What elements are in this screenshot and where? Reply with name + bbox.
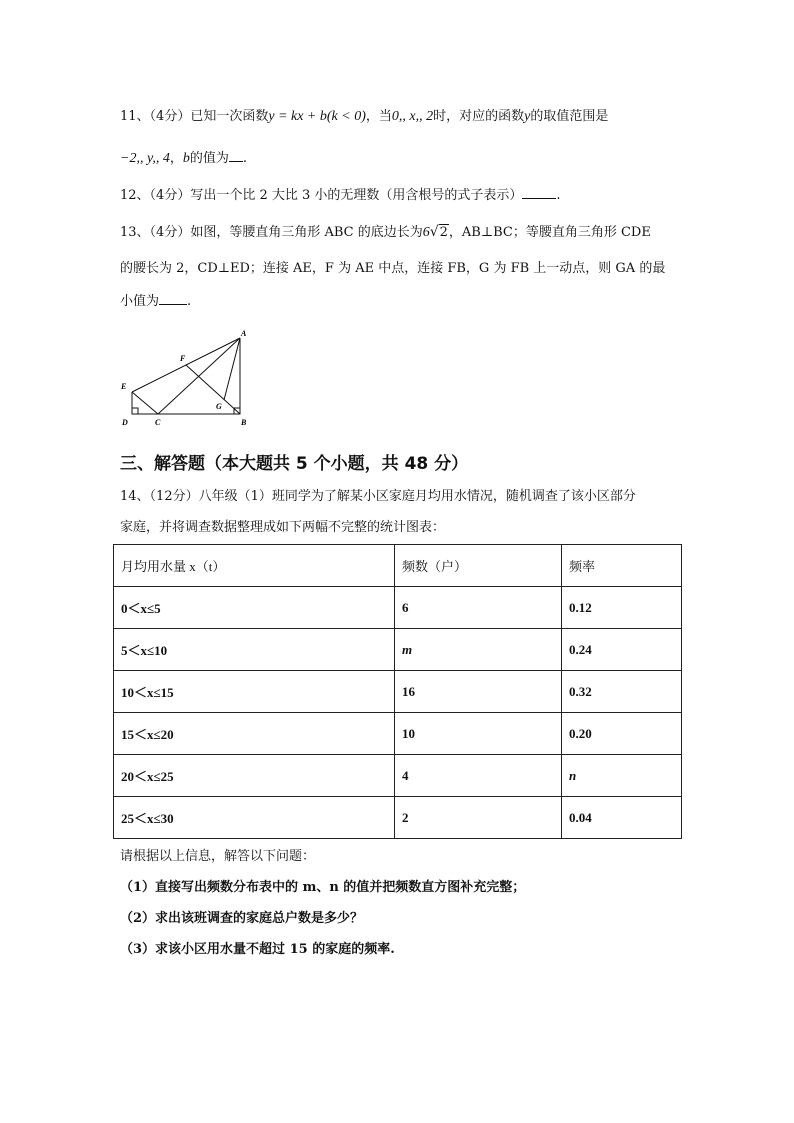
q11-mid: ，当 xyxy=(365,109,392,124)
q11-answer-blank[interactable] xyxy=(229,149,243,162)
table-row xyxy=(114,587,682,629)
cell-range: 20＜x≤25 xyxy=(114,755,395,797)
cell-rate: 0.04 xyxy=(562,797,682,839)
q14-subquestion-2: （2）求出该班调查的家庭总户数是多少？ xyxy=(120,911,364,926)
q13-sqrt-symbol: √ xyxy=(429,224,439,240)
cell-count: 4 xyxy=(395,755,562,797)
q13-line1 xyxy=(120,223,651,242)
q14-intro: 请根据以上信息，解答以下问题： xyxy=(120,849,316,864)
right-angle-d xyxy=(132,408,138,414)
cell-count: 6 xyxy=(395,587,562,629)
cell-count: 2 xyxy=(395,797,562,839)
q11-prefix: 11、（4分）已知一次函数 xyxy=(120,109,269,124)
q12-text: 12、（4分）写出一个比 2 大比 3 小的无理数（用含根号的式子表示） xyxy=(120,188,523,203)
label-f: F xyxy=(180,354,186,363)
table-row xyxy=(114,713,682,755)
table-row xyxy=(114,629,682,671)
q11-range: −2,, y,, 4 xyxy=(120,151,170,166)
segment-ec xyxy=(132,392,158,414)
q12-period: . xyxy=(556,188,561,203)
q11-b-variable: b xyxy=(182,151,190,166)
q11-suffix: 的取值范围是 xyxy=(530,109,609,124)
table-row xyxy=(114,797,682,839)
q13-line3-text: 小值为 xyxy=(120,294,160,309)
q14-line1: 14、（12分）八年级（1）班同学为了解某小区家庭月均用水情况，随机调查了该小区部分 xyxy=(120,489,636,504)
cell-rate: 0.12 xyxy=(562,587,682,629)
cell-range: 5＜x≤10 xyxy=(114,629,395,671)
table-row xyxy=(114,755,682,797)
q13-line2: 的腰长为 2，CD⊥ED；连接 AE，F 为 AE 中点，连接 FB，G 为 FB 上一动点，则 GA 的最 xyxy=(120,261,666,276)
cell-rate: 0.20 xyxy=(562,713,682,755)
label-b: B xyxy=(241,418,247,427)
cell-range: 15＜x≤20 xyxy=(114,713,395,755)
table-header-row xyxy=(114,545,682,587)
cell-range: 10＜x≤15 xyxy=(114,671,395,713)
q13-coefficient: 6 xyxy=(422,225,430,240)
cell-rate: 0.32 xyxy=(562,671,682,713)
header-frequency-count: 频数（户） xyxy=(395,545,562,587)
q13-answer-blank[interactable] xyxy=(159,292,187,305)
label-a: A xyxy=(241,330,247,338)
cell-count: m xyxy=(395,629,562,671)
frequency-table xyxy=(113,544,682,839)
q11-mid2: 时，对应的函数 xyxy=(433,109,525,124)
q11-period: . xyxy=(242,151,248,166)
q13-radicand: 2 xyxy=(439,225,448,240)
q11-condition: 0,, x,, 2 xyxy=(391,109,434,124)
section-3-heading: 三、解答题（本大题共 5 个小题，共 48 分） xyxy=(120,454,469,474)
q14-line2: 家庭，并将调查数据整理成如下两幅不完整的统计图表： xyxy=(120,520,446,535)
q13-line1-a: 13、（4分）如图，等腰直角三角形 ABC 的底边长为 xyxy=(120,225,423,240)
triangle-figure xyxy=(116,330,252,430)
q11-line2 xyxy=(120,149,247,168)
cell-range: 25＜x≤30 xyxy=(114,797,395,839)
q11-function: y = kx + b(k < 0) xyxy=(268,109,366,124)
cell-count: 10 xyxy=(395,713,562,755)
q14-subquestion-1: （1）直接写出频数分布表中的 m、n 的值并把频数直方图补充完整； xyxy=(120,880,526,895)
q11-sep: ， xyxy=(169,151,183,166)
label-d: D xyxy=(122,418,128,427)
header-water-usage: 月均用水量 x（t） xyxy=(114,545,395,587)
segment-fb xyxy=(186,365,240,414)
q12-answer-blank[interactable] xyxy=(522,186,556,199)
cell-rate: n xyxy=(562,755,682,797)
q13-line3 xyxy=(120,292,191,311)
q12-line xyxy=(120,186,561,205)
q11-line1 xyxy=(120,108,608,126)
cell-range: 0＜x≤5 xyxy=(114,587,395,629)
q14-subquestion-3: （3）求该小区用水量不超过 15 的家庭的频率. xyxy=(120,942,395,957)
segment-ga xyxy=(224,338,240,400)
label-e: E xyxy=(121,382,127,391)
q11-tail: 的值为 xyxy=(189,151,229,166)
label-c: C xyxy=(155,418,161,427)
label-g: G xyxy=(216,402,222,411)
q13-period: . xyxy=(187,294,192,309)
table-row xyxy=(114,671,682,713)
q13-line1-b: ，AB⊥BC；等腰直角三角形 CDE xyxy=(448,225,651,240)
cell-count: 16 xyxy=(395,671,562,713)
q11-y-variable: y xyxy=(524,109,531,124)
header-frequency-rate: 频率 xyxy=(562,545,682,587)
cell-rate: 0.24 xyxy=(562,629,682,671)
